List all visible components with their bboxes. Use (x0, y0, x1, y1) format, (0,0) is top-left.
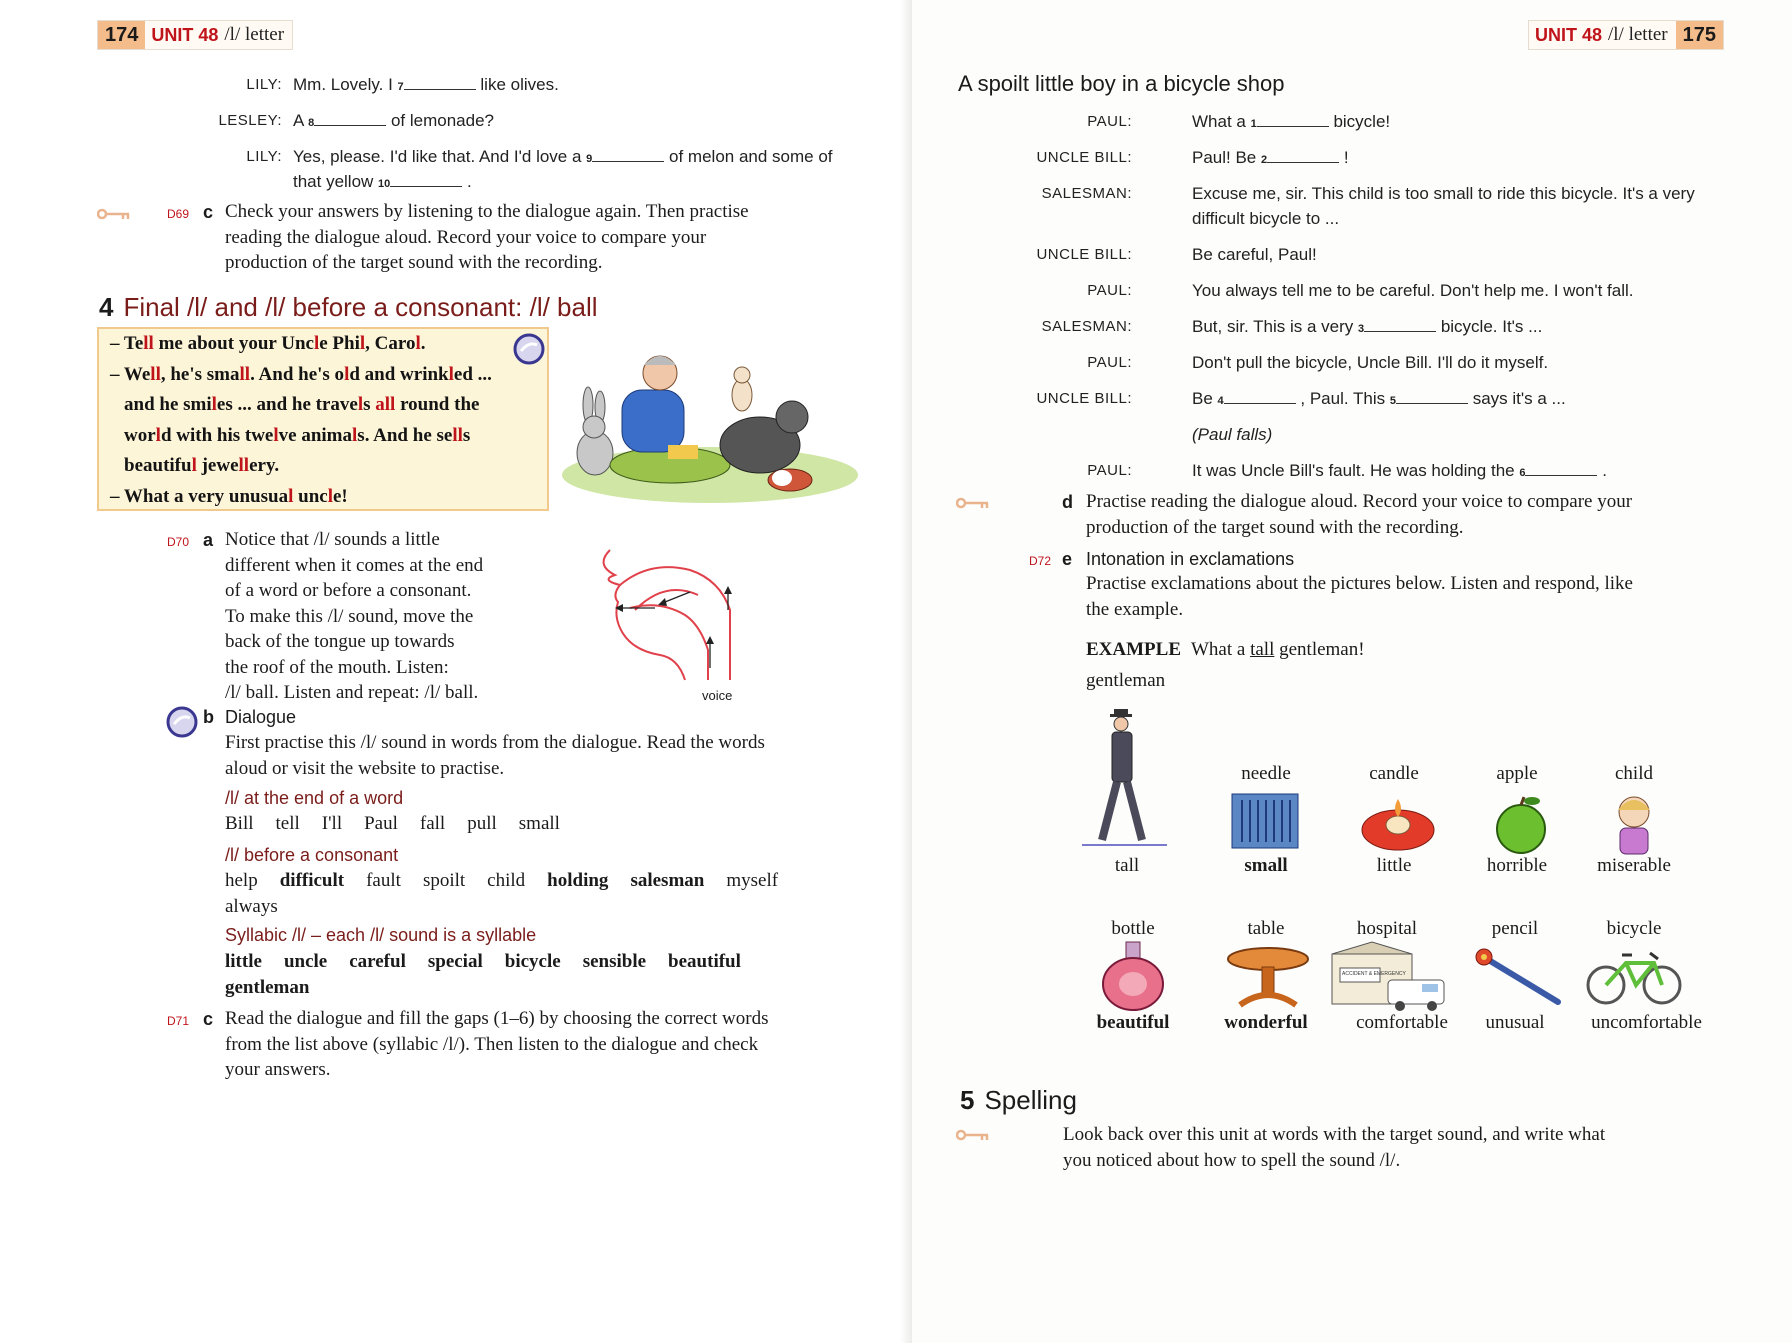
noun-label: bottle (1111, 918, 1155, 939)
section-title: 5 Spelling (960, 1085, 1077, 1115)
subheading-before: /l/ before a consonant (225, 845, 399, 865)
noun-label: child (1615, 763, 1653, 784)
track-number: D70 (167, 535, 190, 549)
exercise-d-text: Practise reading the dialogue aloud. Record your voice to compare your production of the target sound with the recording. (1086, 491, 1633, 538)
adjective-label: comfortable (1356, 1012, 1448, 1033)
adjective-label: small (1244, 855, 1288, 876)
caption-line: world with his twelve animals. And he sells (124, 424, 471, 446)
unit-sound: /l/ letter (224, 24, 285, 45)
page-number: 174 (98, 21, 145, 49)
dialogue-text: Yes, please. I'd like that. And I'd love a 9 of melon and some of (293, 147, 833, 166)
dialogue-title: A spoilt little boy in a bicycle shop (958, 71, 1285, 96)
noun-label: bicycle (1606, 918, 1662, 939)
example-line: EXAMPLE What a tall gentleman! (1086, 639, 1365, 660)
caption-line: beautiful jewellery. (124, 455, 280, 476)
noun-label: needle (1241, 763, 1291, 784)
candle-icon (1358, 795, 1438, 855)
exercise-c2-text: Read the dialogue and fill the gaps (1–6) by choosing the correct words from the list above (syllabic /l/). Then listen to the dialogue and check your answers. (225, 1008, 769, 1080)
dialogue-text: that yellow 10 . (293, 172, 472, 191)
noun-label: hospital (1356, 918, 1418, 939)
exercise-heading: Intonation in exclamations (1086, 549, 1295, 569)
exercise-letter: d (1062, 492, 1073, 512)
track-number: D72 (1029, 554, 1052, 568)
exercise-letter: a (203, 530, 214, 550)
word-list-before: help difficult fault spoilt child holding salesman myself (225, 870, 779, 891)
caption-line: – What a very unusual uncle! (110, 485, 348, 507)
needle-icon (1228, 790, 1304, 854)
gentleman-icon (1072, 705, 1172, 855)
noun-label: apple (1496, 763, 1538, 784)
exercise-letter: c (203, 1009, 214, 1029)
section-title: 4 Final /l/ and /l/ before a consonant: /l/ ball (99, 292, 598, 322)
unit-label: UNIT 48 (151, 24, 219, 45)
dialogue-text: Mm. Lovely. I 7 like olives. (293, 75, 559, 94)
word-list-before-line2: always (225, 896, 278, 917)
table-icon (1226, 945, 1310, 1009)
speaker: LILY: (246, 148, 282, 165)
exercise-letter: b (203, 707, 214, 727)
apple-icon (1486, 793, 1556, 855)
example-noun: gentleman (1086, 670, 1166, 691)
audio-disc-icon (513, 333, 545, 365)
speaker: LESLEY: (218, 112, 282, 129)
noun-label: table (1247, 918, 1285, 939)
bottle-icon (1098, 940, 1168, 1012)
dialogue-text: A 8 of lemonade? (293, 111, 494, 130)
adjective-label: wonderful (1224, 1012, 1308, 1033)
key-icon (956, 496, 990, 510)
adjective-label: tall (1114, 855, 1140, 876)
caption-line: – Tell me about your Uncle Phil, Carol. (110, 333, 426, 354)
unit-sound: /l/ letter (1608, 24, 1668, 45)
speaker: LILY: (246, 76, 282, 93)
track-number: D71 (167, 1014, 190, 1028)
caption-line: and he smiles ... and he travels all round the (124, 394, 480, 415)
exercise-a-text: Notice that /l/ sounds a little different when it comes at the end of a word or before a consonant. To make this /l/ sound, move the back of the tongue up towards the roof of the mouth. Listen: /l/ ball. Listen and repeat: /l/ ball. (225, 529, 484, 703)
word-list-syllabic-line2: gentleman (225, 977, 310, 998)
page-header-left (97, 20, 293, 50)
noun-label: candle (1369, 763, 1419, 784)
pencil-icon (1472, 948, 1568, 1008)
adjective-label: horrible (1486, 855, 1548, 876)
diagram-label: voice (702, 688, 733, 703)
adjective-label: little (1376, 855, 1412, 876)
section5-text: Look back over this unit at words with the target sound, and write what you noticed about how to spell the sound /l/. (1063, 1124, 1606, 1171)
word-list-syllabic: little uncle careful special bicycle sensible beautiful (225, 951, 741, 972)
bicycle-icon (1584, 945, 1684, 1007)
adjective-label: unusual (1485, 1012, 1545, 1033)
exercise-b-intro: First practise this /l/ sound in words from the dialogue. Read the words aloud or visit the website to practise. (225, 732, 765, 779)
key-icon (956, 1128, 990, 1142)
exercise-e-text: Practise exclamations about the pictures below. Listen and respond, like the example. (1086, 573, 1633, 620)
hospital-sign-text: ACCIDENT & EMERGENCY (1342, 971, 1406, 977)
key-icon (97, 207, 131, 221)
exercise-heading: Dialogue (225, 707, 297, 727)
mouth-diagram (590, 540, 750, 690)
track-number: D69 (167, 207, 190, 221)
adjective-label: uncomfortable (1591, 1012, 1702, 1033)
subheading-end: /l/ at the end of a word (225, 788, 404, 808)
word-list-end: Bill tell I'll Paul fall pull small (225, 813, 560, 834)
audio-disc-icon (166, 706, 198, 738)
exercise-letter: c (203, 202, 214, 222)
page-number: 175 (1676, 21, 1723, 49)
caption-line: – Well, he's small. And he's old and wrinkled ... (110, 363, 492, 385)
hospital-icon (1326, 940, 1452, 1012)
uncle-with-animals-illustration (560, 335, 860, 505)
adjective-label: miserable (1597, 855, 1671, 876)
subheading-syllabic: Syllabic /l/ – each /l/ sound is a syllable (225, 925, 537, 945)
adjective-label: beautiful (1096, 1012, 1170, 1033)
noun-label: pencil (1491, 918, 1539, 939)
page-header-right (1528, 20, 1724, 50)
cartoon-caption-box (97, 327, 549, 511)
exercise-c-text: Check your answers by listening to the dialogue again. Then practise reading the dialogue aloud. Record your voice to compare your production of the target sound with the recording. (225, 201, 749, 273)
child-icon (1602, 790, 1666, 856)
right-page: UNIT 48 /l/ letter 175 A spoilt little boy in a bicycle shop PAUL: What a 1 bicycle! UNCLE BILL: Paul! Be 2 ! SALESMAN: Excuse me, sir. This child is too small to ride this bicycle. It's a very difficult bicycle to ... UNCLE BILL: Be careful, Paul! PAUL: You always tell me to be careful. Don't help me. I won't fall. SALESMAN: But, sir. This is a very 3 bicycle. It's ... PAUL: Don't pull the bicycle, Uncle Bill. I'll do it myself. UNCLE BILL: Be 4 , Paul. This 5 says it's a ... (Paul falls) PAUL: It was Uncle Bill's fault. He was holding the 6 . d Practise reading the dialogue aloud. Record your voice to compare your production of the target sound with the recording. D72 e Intonation in exclamations Practise exclamations about the pictures below. Listen and respond, like the example. EXAMPLE What a tall gentleman! gentleman tall needle small candle little apple horrible child miserable bottle beautiful table wonderful hospital ACCIDENT & EMERGENCY comfortable pencil unusual bicycle uncomfortable 5 Spelling Look back over this unit at words with the target sound, and write what you noticed about how to spell the sound /l/. (912, 0, 1792, 1343)
exercise-letter: e (1062, 549, 1073, 569)
unit-label: UNIT 48 (1534, 24, 1602, 45)
